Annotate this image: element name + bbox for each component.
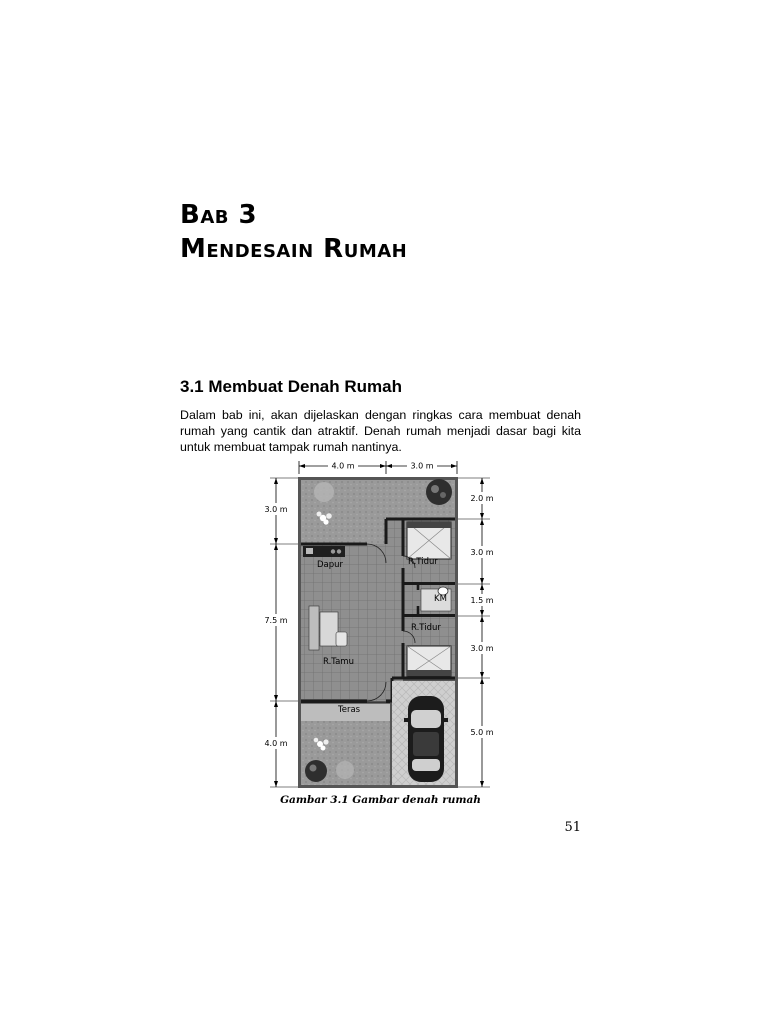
room-label-tamu: R.Tamu [323,657,354,667]
dim-right-1: 2.0 m [470,494,494,503]
bush-icon [305,760,327,782]
left-dimensions [260,478,298,787]
dim-top-right: 3.0 m [410,461,434,471]
room-label-teras: Teras [338,705,361,715]
dim-top-left: 4.0 m [331,461,355,471]
room-label-tidur-2: R.Tidur [411,623,441,633]
dim-left-1: 3.0 m [264,505,288,514]
tree-icon [336,761,354,779]
right-dimensions [457,478,500,787]
dim-right-5: 5.0 m [470,728,494,737]
floor-plan-drawing [250,456,506,790]
room-label-km: KM [434,594,447,604]
car-icon [404,696,448,782]
page-number: 51 [564,820,581,835]
dim-right-3: 1.5 m [470,596,494,605]
kitchen-counter [303,546,345,557]
dim-right-4: 3.0 m [470,644,494,653]
dim-left-3: 4.0 m [264,739,288,748]
section-heading: 3.1 Membuat Denah Rumah [180,377,402,396]
chapter-number: Bab 3 [180,200,258,230]
floor-plan-figure [250,456,506,790]
dim-left-2: 7.5 m [264,616,288,625]
tree-icon [314,482,334,502]
room-label-tidur-1: R.Tidur [408,557,438,567]
body-paragraph: Dalam bab ini, akan dijelaskan dengan ringkas cara membuat denah rumah yang cantik dan atraktif. Denah rumah menjadi dasar bagi kita untuk membuat tampak rumah nantinya. [180,408,581,454]
chapter-name: Mendesain Rumah [180,234,408,264]
dim-right-2: 3.0 m [470,548,494,557]
room-label-dapur: Dapur [317,560,344,570]
bed-icon [407,522,451,559]
top-dimensions [299,460,457,474]
chapter-title [180,198,407,266]
bush-icon [426,479,452,505]
figure-caption: Gambar 3.1 Gambar denah rumah [280,794,481,806]
bed-icon [407,646,451,676]
